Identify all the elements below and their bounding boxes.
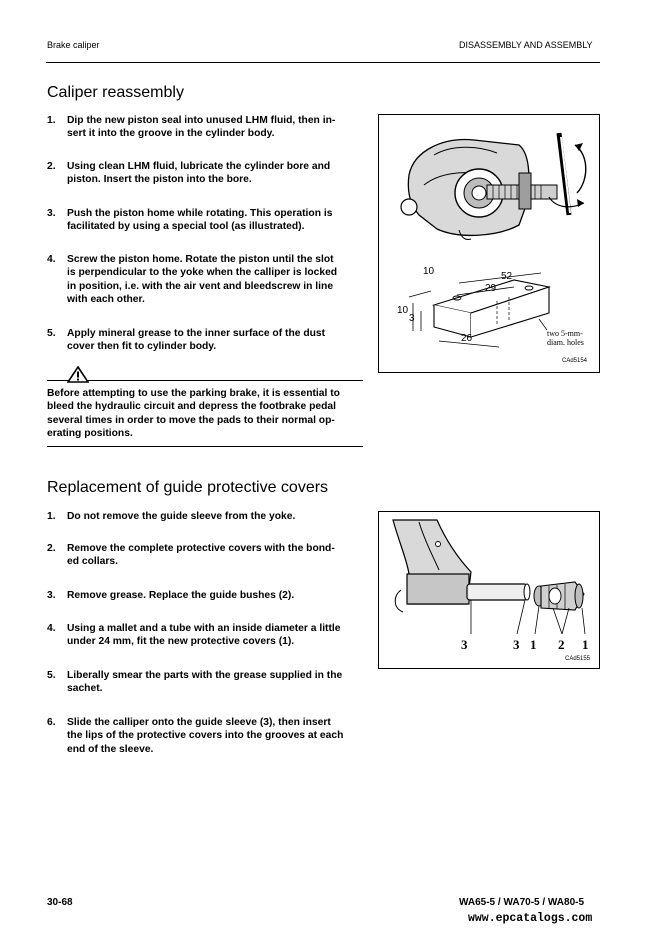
step-text-line: Apply mineral grease to the inner surface of the dust bbox=[67, 328, 326, 339]
callout-label: 1 bbox=[530, 637, 537, 652]
step-item bbox=[47, 327, 365, 354]
step-text-line: sert it into the groove in the cylinder body. bbox=[67, 128, 275, 140]
step-text-line: cover then fit to cylinder body. bbox=[67, 341, 217, 353]
step-text-line: Push the piston home while rotating. This operation is bbox=[67, 208, 333, 219]
step-text-line: end of the sleeve. bbox=[67, 743, 154, 755]
step-number: 2. bbox=[47, 543, 56, 554]
step-item bbox=[47, 510, 365, 523]
section-divider bbox=[47, 446, 363, 447]
figure-code: CAd5155 bbox=[565, 656, 591, 662]
warning-icon bbox=[67, 366, 89, 383]
step-text-line: ed collars. bbox=[67, 556, 118, 568]
callout-label: 2 bbox=[558, 637, 565, 652]
dimension-label: 10 bbox=[397, 305, 409, 316]
step-item bbox=[47, 716, 365, 756]
step-number: 4. bbox=[47, 254, 56, 265]
warning-text bbox=[47, 387, 365, 441]
step-text-line: Screw the piston home. Rotate the piston until the slot bbox=[67, 254, 334, 265]
step-number: 5. bbox=[47, 670, 56, 681]
figure-note-line: two 5-mm- bbox=[547, 329, 583, 338]
warning-rule bbox=[47, 380, 363, 381]
header-chapter-title: DISASSEMBLY AND ASSEMBLY bbox=[459, 40, 593, 50]
step-number: 1. bbox=[47, 115, 56, 126]
header-rule bbox=[46, 62, 600, 63]
dimension-label: 3 bbox=[409, 313, 415, 324]
step-number: 3. bbox=[47, 208, 56, 219]
callout-label: 3 bbox=[461, 637, 468, 652]
step-item bbox=[47, 669, 365, 696]
dimension-label: 52 bbox=[501, 271, 513, 282]
dimension-label: 26 bbox=[461, 333, 473, 344]
dimension-label: 10 bbox=[423, 266, 435, 277]
step-text-line: Using a mallet and a tube with an inside diameter a little bbox=[67, 623, 341, 634]
step-text-line: piston. Insert the piston into the bore. bbox=[67, 174, 252, 186]
step-item bbox=[47, 160, 365, 187]
step-text-line: Slide the calliper onto the guide sleeve (3), then insert bbox=[67, 717, 331, 728]
step-text-line: is perpendicular to the yoke when the calliper is locked bbox=[67, 267, 338, 279]
warning-line: bleed the hydraulic circuit and depress the footbrake pedal bbox=[47, 401, 336, 413]
step-text-line: Do not remove the guide sleeve from the yoke. bbox=[67, 511, 296, 522]
figure-note-line: diam. holes bbox=[547, 338, 584, 347]
step-item bbox=[47, 253, 365, 307]
figure-note bbox=[547, 329, 584, 347]
page-number: 30-68 bbox=[47, 897, 73, 908]
step-item bbox=[47, 542, 365, 569]
step-number: 1. bbox=[47, 511, 56, 522]
watermark: www.epcatalogs.com bbox=[468, 912, 593, 925]
step-item bbox=[47, 114, 365, 141]
footer-model: WA65-5 / WA70-5 / WA80-5 bbox=[459, 897, 585, 908]
step-number: 2. bbox=[47, 161, 56, 172]
figure-code: CAd5154 bbox=[562, 358, 588, 364]
figure-guide-sleeve bbox=[378, 511, 600, 669]
step-text-line: facilitated by using a special tool (as illustrated). bbox=[67, 221, 305, 233]
step-number: 4. bbox=[47, 623, 56, 634]
step-text-line: sachet. bbox=[67, 683, 103, 695]
header-section-name: Brake caliper bbox=[47, 40, 100, 50]
warning-line: Before attempting to use the parking brake, it is essential to bbox=[47, 388, 340, 399]
step-text-line: with each other. bbox=[67, 294, 145, 306]
step-number: 5. bbox=[47, 328, 56, 339]
step-text-line: under 24 mm, fit the new protective covers (1). bbox=[67, 636, 295, 648]
step-text-line: Remove grease. Replace the guide bushes (2). bbox=[67, 590, 295, 601]
step-item bbox=[47, 622, 365, 649]
step-text-line: Remove the complete protective covers with the bond- bbox=[67, 543, 335, 554]
step-text-line: the lips of the protective covers into the grooves at each bbox=[67, 730, 344, 742]
step-text-line: Liberally smear the parts with the grease supplied in the bbox=[67, 670, 343, 681]
warning-line: several times in order to move the pads to their normal op- bbox=[47, 414, 335, 426]
callout-label: 3 bbox=[513, 637, 520, 652]
step-text-line: Dip the new piston seal into unused LHM fluid, then in- bbox=[67, 115, 336, 126]
dimension-label: 29 bbox=[485, 283, 497, 294]
guide-sleeve-illustration bbox=[379, 512, 599, 668]
warning-line: erating positions. bbox=[47, 428, 133, 440]
section-title-guide-covers: Replacement of guide protective covers bbox=[47, 479, 329, 496]
callout-label: 1 bbox=[582, 637, 589, 652]
section-title-caliper-reassembly: Caliper reassembly bbox=[47, 84, 184, 101]
step-text-line: Using clean LHM fluid, lubricate the cylinder bore and bbox=[67, 161, 331, 172]
step-number: 3. bbox=[47, 590, 56, 601]
step-text-line: in position, i.e. with the air vent and bleedscrew in line bbox=[67, 280, 334, 292]
step-item bbox=[47, 207, 365, 234]
step-number: 6. bbox=[47, 717, 56, 728]
figure-caliper-tool bbox=[378, 114, 600, 373]
step-item bbox=[47, 589, 365, 602]
